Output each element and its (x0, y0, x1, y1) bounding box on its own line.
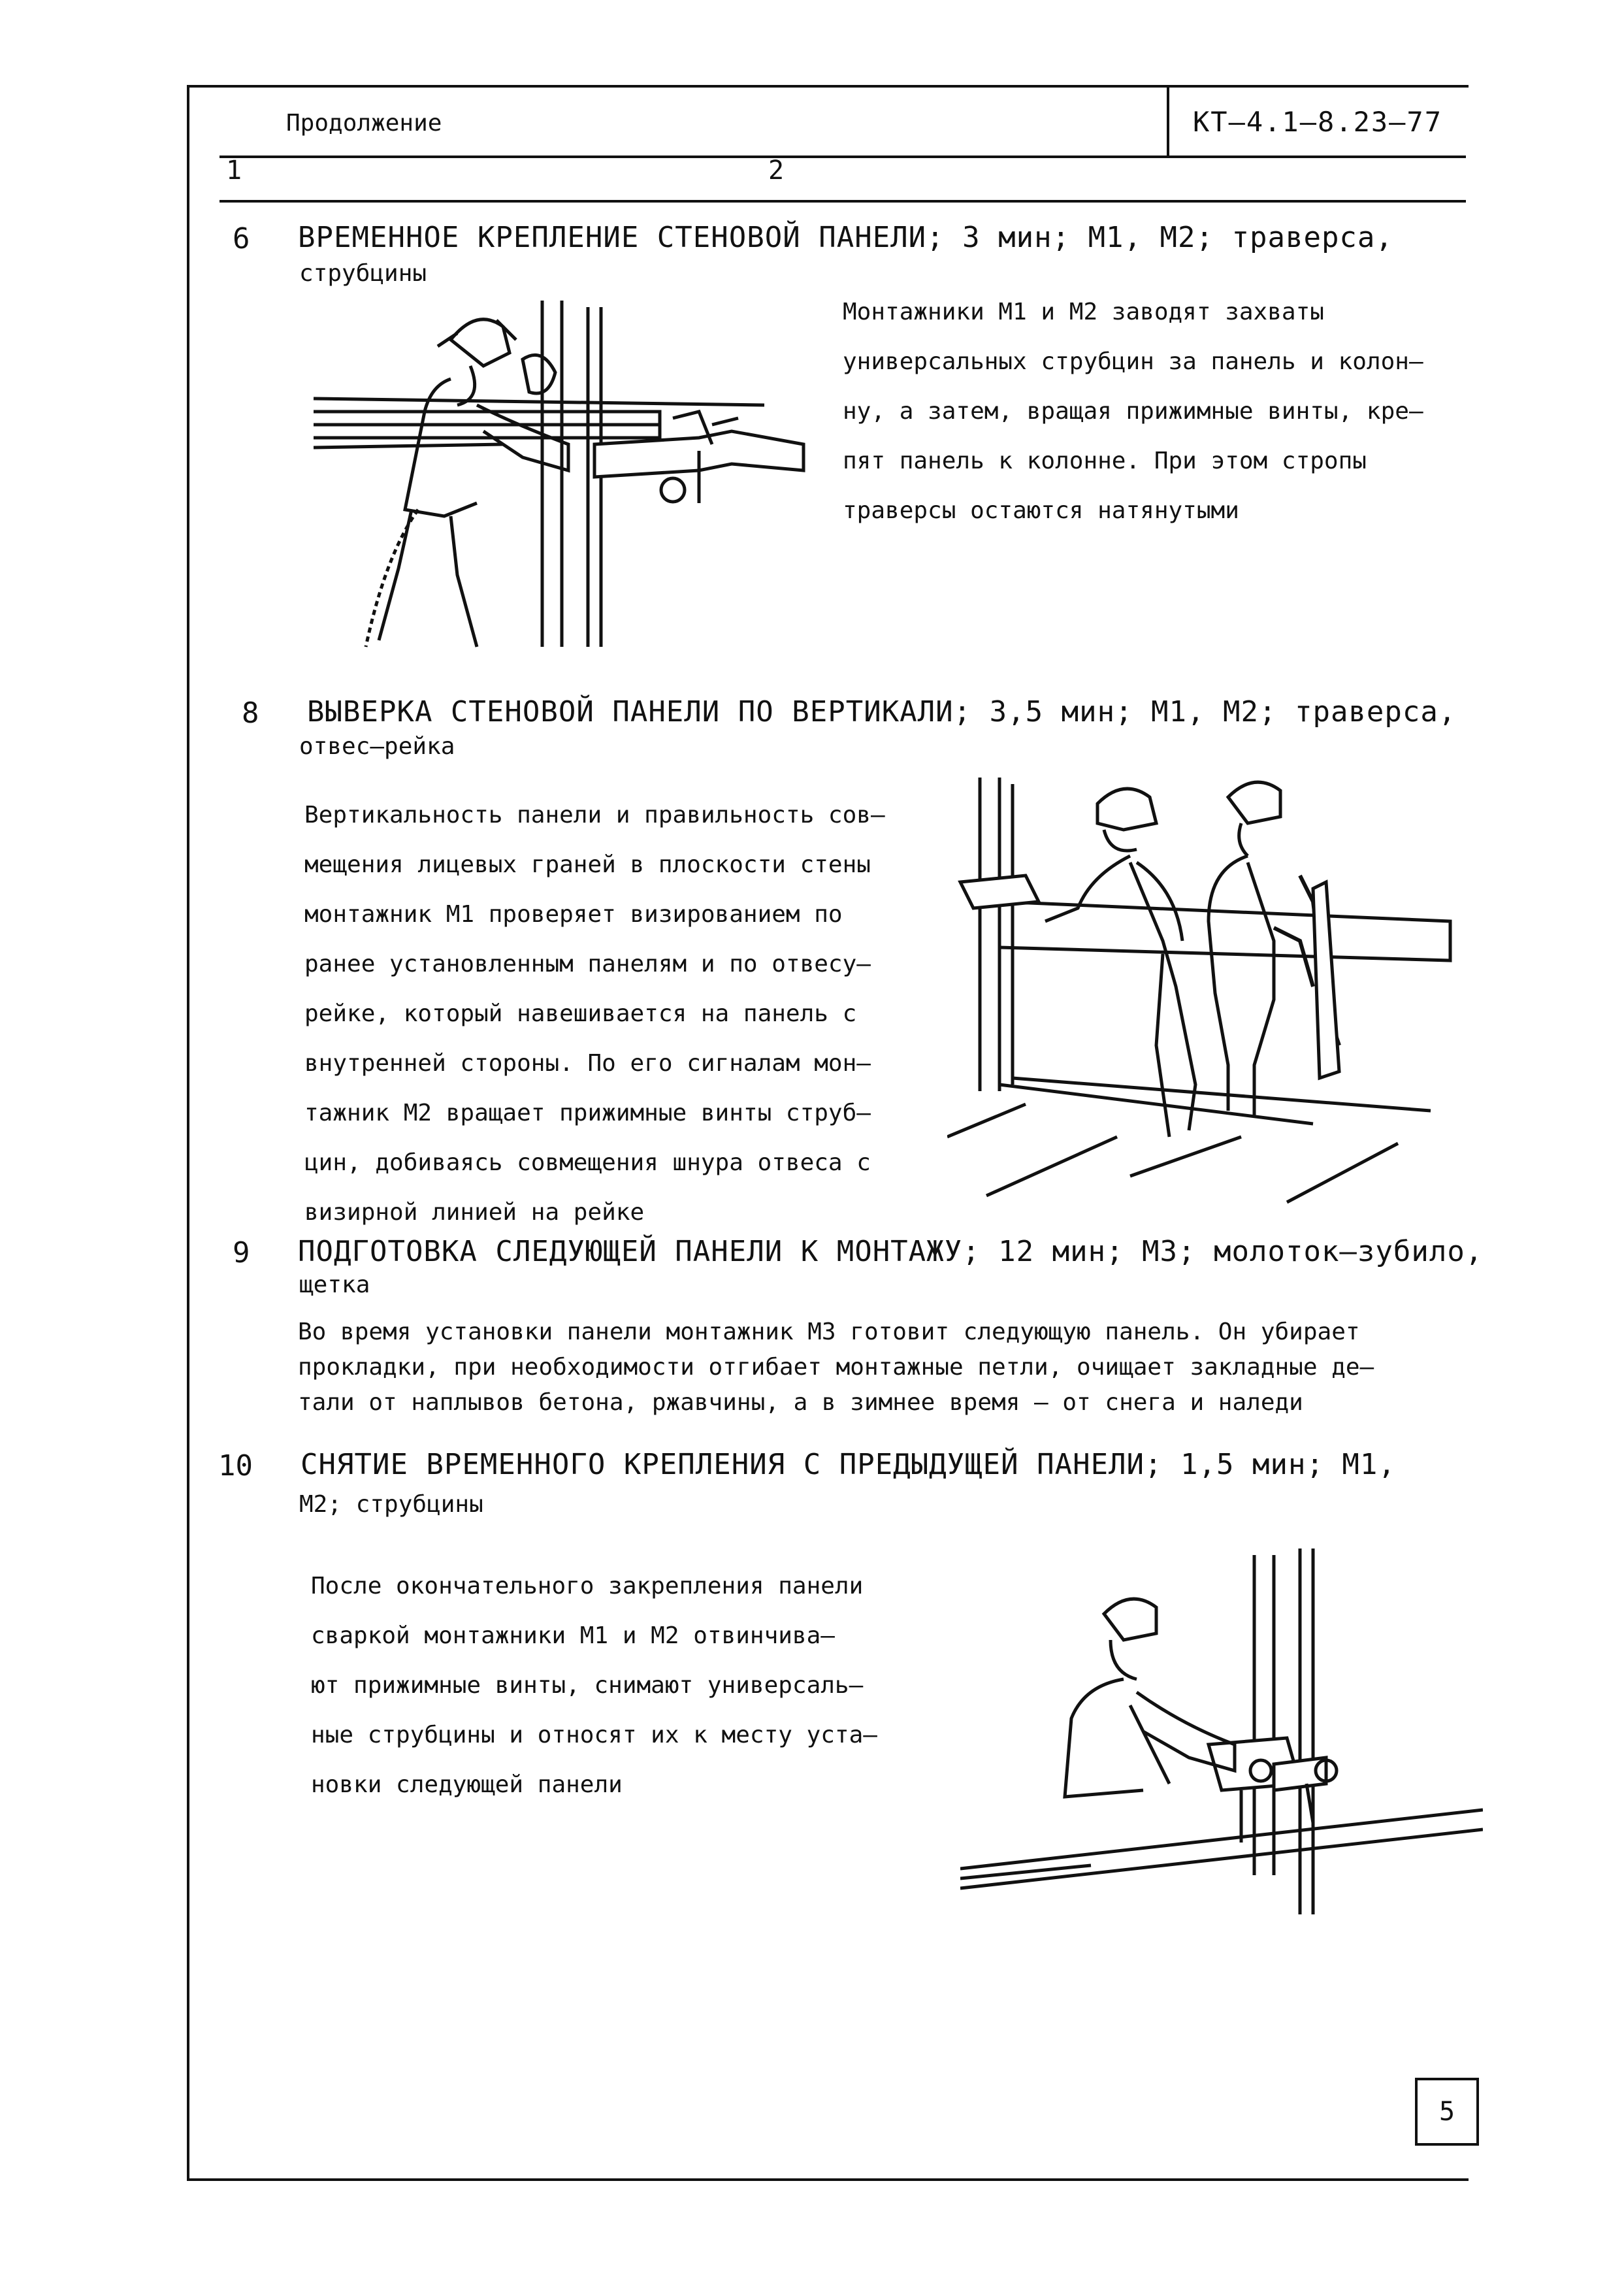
section-title: ВРЕМЕННОЕ КРЕПЛЕНИЕ СТЕНОВОЙ ПАНЕЛИ; 3 мин; М1, М2; траверса, (298, 221, 1393, 254)
column-number-2: 2 (768, 156, 785, 186)
body-line: визирной линией на рейке (304, 1199, 645, 1226)
section-title: ПОДГОТОВКА СЛЕДУЮЩЕЙ ПАНЕЛИ К МОНТАЖУ; 12 мин; М3; молоток–зубило, (298, 1235, 1484, 1268)
worker-clamp-illustration (307, 294, 817, 660)
document-code: КТ–4.1–8.23–77 (1193, 106, 1443, 138)
body-line: Монтажники М1 и М2 заводят захваты (843, 299, 1324, 325)
section-body (311, 1562, 877, 1810)
section-body (843, 287, 1423, 536)
body-line: траверсы остаются натянутыми (843, 497, 1239, 524)
body-line: пят панель к колонне. При этом стропы (843, 448, 1367, 474)
body-line: ну, а затем, вращая прижимные винты, кре– (843, 398, 1423, 425)
body-line: прокладки, при необходимости отгибает монтажные петли, очищает закладные де– (298, 1354, 1374, 1381)
body-line: тали от наплывов бетона, ржавчины, а в зимнее время – от снега и наледи (298, 1389, 1303, 1416)
body-line: мещения лицевых граней в плоскости стены (304, 851, 871, 878)
section-title-cont: струбцины (299, 260, 427, 287)
body-line: ранее установленным панелям и по отвесу– (304, 951, 871, 977)
body-line: внутренней стороны. По его сигналам мон– (304, 1050, 871, 1077)
body-line: цин, добиваясь совмещения шнура отвеса с (304, 1149, 871, 1176)
header-divider (1167, 85, 1169, 156)
section-number: 6 (233, 222, 250, 255)
body-line: новки следующей панели (311, 1771, 623, 1798)
section-title-cont: щетка (299, 1271, 370, 1298)
page-number-box (1415, 2078, 1479, 2146)
section-body (298, 1315, 1374, 1420)
worker-removing-clamp-illustration (960, 1548, 1483, 1914)
body-line: ные струбцины и относят их к месту уста– (311, 1722, 877, 1748)
section-number: 9 (233, 1236, 250, 1270)
body-line: монтажник М1 проверяет визированием по (304, 901, 843, 928)
section-number: 10 (218, 1449, 253, 1483)
column-number-1: 1 (226, 156, 242, 186)
body-line: После окончательного закрепления панели (311, 1573, 864, 1599)
body-line: универсальных струбцин за панель и колон– (843, 348, 1423, 375)
workers-verticality-illustration (947, 771, 1463, 1215)
body-line: Вертикальность панели и правильность сов– (304, 802, 885, 828)
section-title-cont: отвес–рейка (299, 733, 455, 760)
body-line: сваркой монтажники М1 и М2 отвинчива– (311, 1622, 835, 1649)
section-title: ВЫВЕРКА СТЕНОВОЙ ПАНЕЛИ ПО ВЕРТИКАЛИ; 3,5 мин; М1, М2; траверса, (307, 695, 1457, 729)
header-rule (219, 156, 1466, 158)
body-line: тажник М2 вращает прижимные винты струб– (304, 1100, 871, 1126)
section-body (304, 791, 885, 1237)
body-line: ют прижимные винты, снимают универсаль– (311, 1672, 864, 1699)
continuation-label: Продолжение (286, 110, 442, 137)
section-number: 8 (242, 696, 259, 730)
section-title-cont: М2; струбцины (299, 1491, 483, 1518)
page-number: 5 (1438, 2097, 1455, 2127)
body-line: рейке, который навешивается на панель с (304, 1000, 857, 1027)
section-title: СНЯТИЕ ВРЕМЕННОГО КРЕПЛЕНИЯ С ПРЕДЫДУЩЕЙ ПАНЕЛИ; 1,5 мин; М1, (300, 1448, 1396, 1481)
body-line: Во время установки панели монтажник М3 готовит следующую панель. Он убирает (298, 1319, 1360, 1345)
column-header-rule (219, 200, 1466, 203)
